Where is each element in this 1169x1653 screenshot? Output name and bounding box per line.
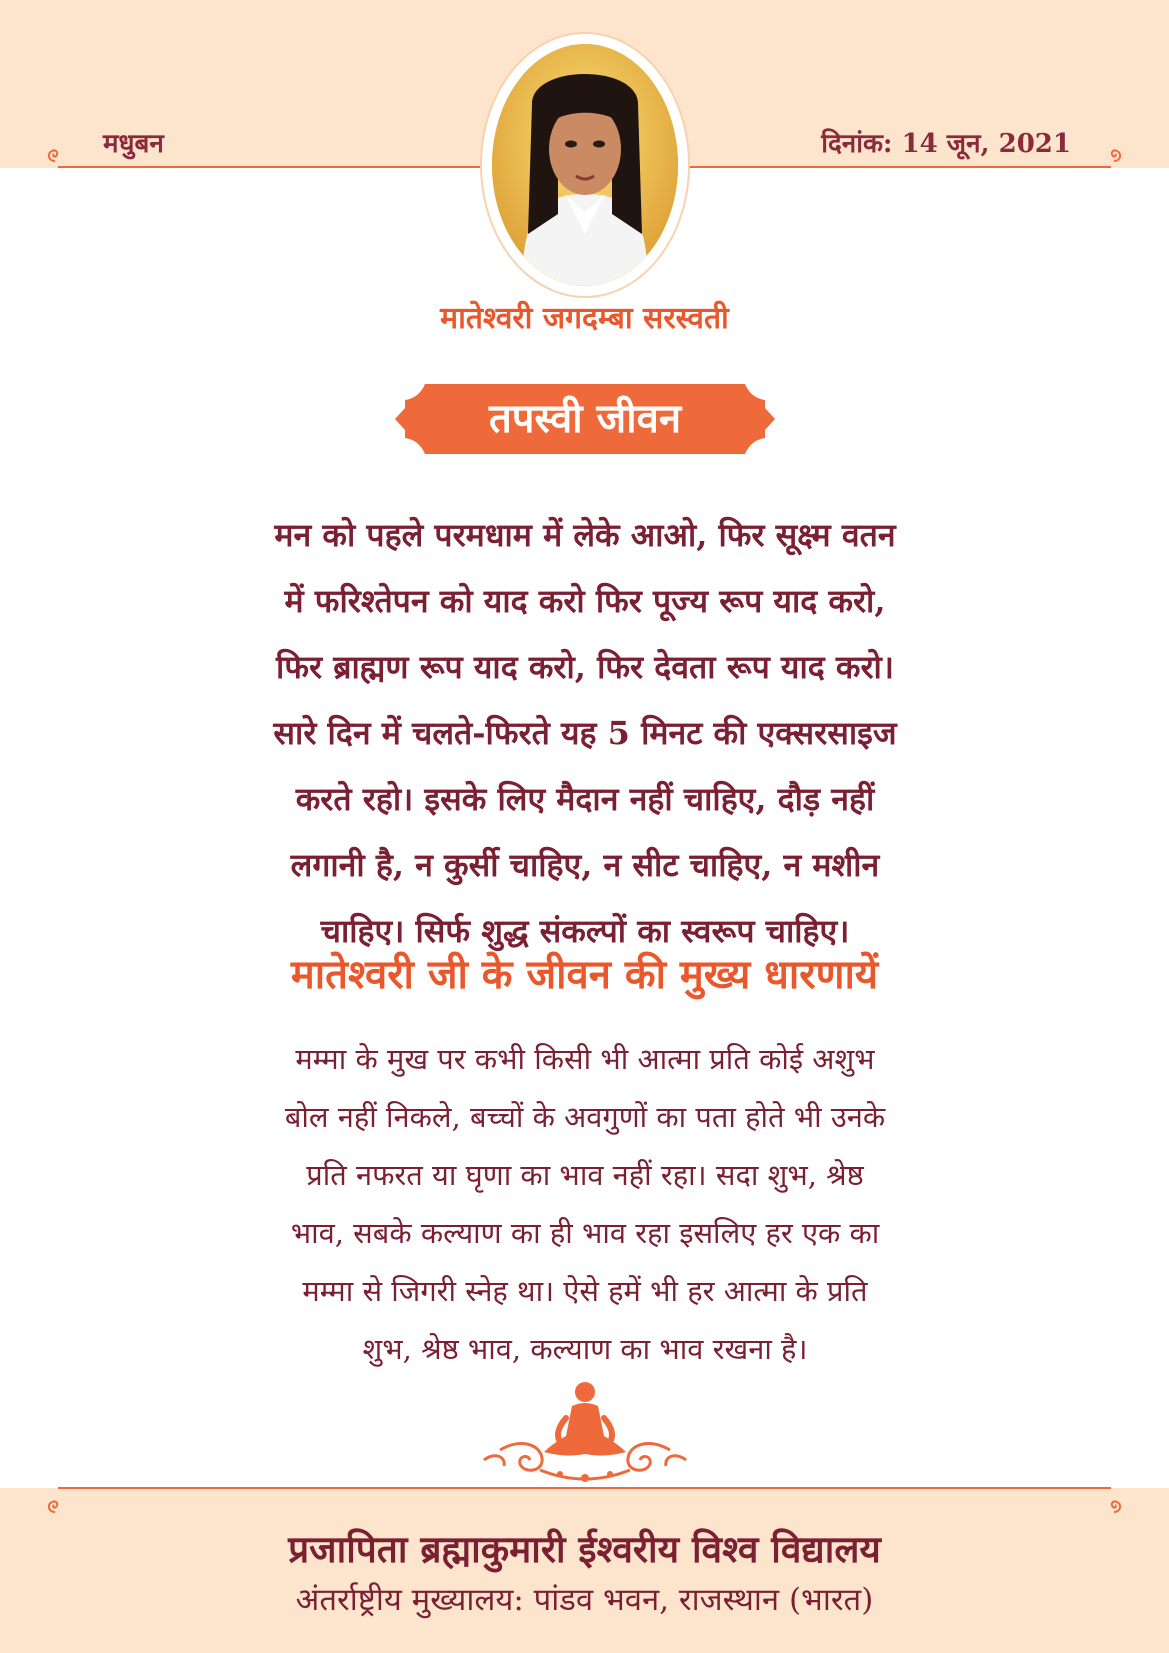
- paragraph-line: में फरिश्तेपन को याद करो फिर पूज्य रूप याद करो,: [284, 582, 886, 620]
- paragraph-line: बोल नहीं निकले, बच्चों के अवगुणों का पता होते भी उनके: [284, 1100, 886, 1134]
- organization-name: प्रजापिता ब्रह्माकुमारी ईश्वरीय विश्व विद्यालय: [288, 1527, 881, 1571]
- header-divider-left: [58, 166, 486, 168]
- location-label: मधुबन: [103, 129, 164, 159]
- paragraph-line: सारे दिन में चलते-फिरते यह 5 मिनट की एक्सरसाइज: [273, 714, 897, 752]
- swirl-ornament-icon: [44, 143, 66, 165]
- swirl-ornament-icon: [1103, 143, 1125, 165]
- paragraph-line: भाव, सबके कल्याण का ही भाव रहा इसलिए हर एक का: [290, 1216, 880, 1250]
- main-paragraph: [180, 502, 990, 964]
- paragraph-line: करते रहो। इसके लिए मैदान नहीं चाहिए, दौड़ नहीं: [295, 780, 875, 818]
- meditation-figure-icon: [480, 1378, 690, 1490]
- paragraph-line: लगानी है, न कुर्सी चाहिए, न सीट चाहिए, न मशीन: [290, 846, 880, 884]
- header-divider-right: [684, 166, 1111, 168]
- footer-divider: [58, 1487, 1111, 1489]
- banner-title: तपस्वी जीवन: [488, 395, 682, 442]
- section-heading: मातेश्वरी जी के जीवन की मुख्य धारणायें: [290, 951, 879, 998]
- swirl-ornament-icon: [44, 1494, 66, 1516]
- paragraph-line: शुभ, श्रेष्ठ भाव, कल्याण का भाव रखना है।: [362, 1332, 808, 1366]
- paragraph-line: मन को पहले परमधाम में लेके आओ, फिर सूक्ष्म वतन: [274, 516, 896, 554]
- portrait-name: मातेश्वरी जगदम्बा सरस्वती: [440, 301, 729, 336]
- paragraph-line: मम्मा के मुख पर कभी किसी भी आत्मा प्रति कोई अशुभ: [295, 1042, 875, 1076]
- date-label: दिनांक: 14 जून, 2021: [821, 129, 1071, 159]
- organization-address: अंतर्राष्ट्रीय मुख्यालय: पांडव भवन, राजस्थान (भारत): [295, 1582, 874, 1618]
- section-paragraph: [200, 1030, 970, 1378]
- portrait-photo: [492, 44, 678, 286]
- paragraph-line: मम्मा से जिगरी स्नेह था। ऐसे हमें भी हर आत्मा के प्रति: [302, 1274, 868, 1308]
- paragraph-line: चाहिए। सिर्फ शुद्ध संकल्पों का स्वरूप चाहिए।: [320, 912, 850, 950]
- paragraph-line: प्रति नफरत या घृणा का भाव नहीं रहा। सदा शुभ, श्रेष्ठ: [306, 1158, 864, 1192]
- paragraph-line: फिर ब्राह्मण रूप याद करो, फिर देवता रूप याद करो।: [276, 648, 894, 686]
- swirl-ornament-icon: [1103, 1494, 1125, 1516]
